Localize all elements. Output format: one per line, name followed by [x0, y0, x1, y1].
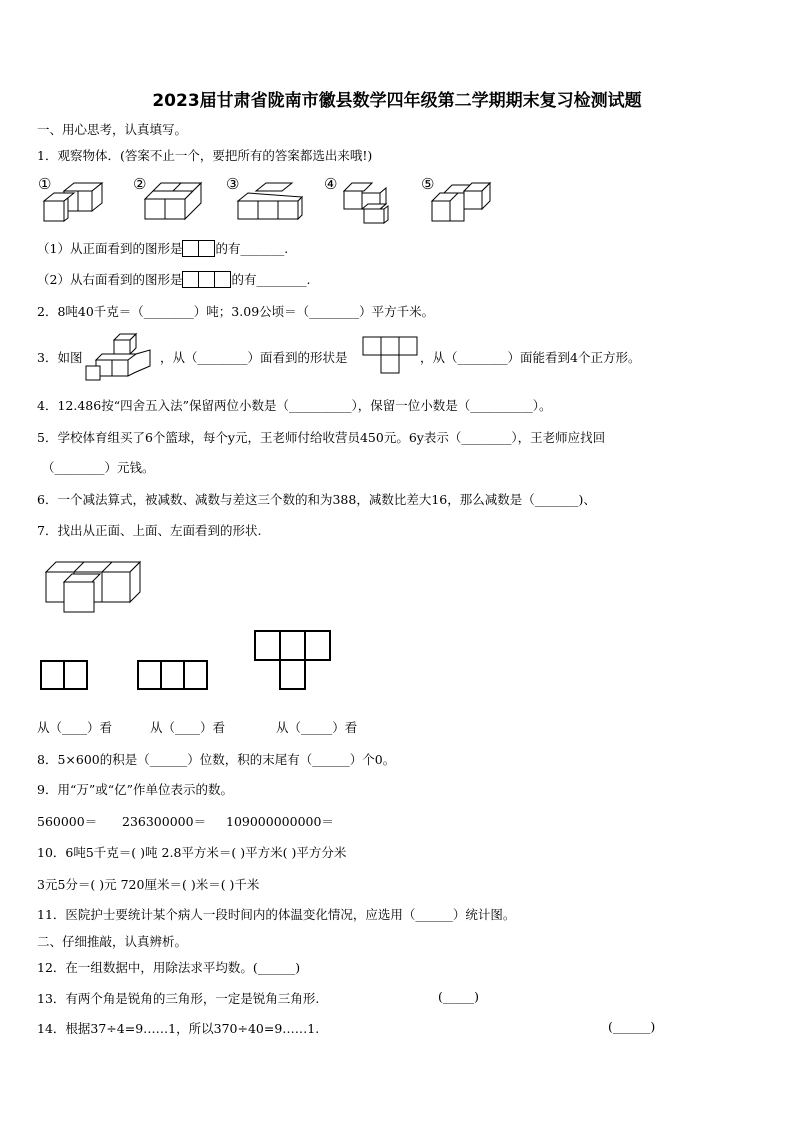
cube-figure-3	[236, 183, 308, 223]
q7-answer-3: 从（_____）看	[276, 720, 358, 735]
question-11: 11．医院护士要统计某个病人一段时间内的体温变化情况，应选用（______）统计图。	[37, 907, 516, 922]
q9-item-1: 560000＝	[37, 814, 98, 829]
sub2-prefix: （2）从右面看到的图形是	[37, 272, 183, 287]
page-title: 2023届甘肃省陇南市徽县数学四年级第二学期期末复习检测试题	[152, 91, 642, 111]
question-8: 8．5×600的积是（______）位数，积的末尾有（______）个0。	[37, 752, 396, 767]
question-13: 13．有两个角是锐角的三角形，一定是锐角三角形.	[37, 991, 320, 1006]
cube-figure-q3	[86, 330, 154, 382]
question-14: 14．根据37÷4=9……1，所以370÷40=9……1.	[37, 1021, 320, 1036]
question-4: 4．12.486按“四舍五入法”保留两位小数是（__________），保留一位小数是（__________）。	[37, 398, 552, 413]
shape-two-squares	[40, 660, 90, 692]
figure-label-2: ②	[133, 175, 147, 193]
question-7-stem: 7．找出从正面、上面、左面看到的形状.	[37, 523, 262, 538]
two-square-shape	[182, 240, 215, 260]
question-5-line-1: 5．学校体育组买了6个篮球，每个y元，王老师付给收营员450元。6y表示（________），王老师应找回	[37, 430, 606, 445]
question-1-sub-2	[37, 270, 310, 291]
question-13-blank: (_____)	[438, 989, 480, 1004]
section-2-heading: 二、仔细推敲，认真辨析。	[37, 934, 188, 949]
t-shape-q3	[362, 336, 420, 376]
figure-label-4: ④	[324, 175, 338, 193]
cube-figure-1	[42, 183, 106, 223]
question-6: 6．一个减法算式，被减数、减数与差这三个数的和为388，减数比差大16，那么减数是（_______)、	[37, 492, 596, 507]
question-3-prefix: 3．如图	[37, 350, 83, 365]
cube-figure-4	[340, 183, 394, 225]
sub2-suffix: 的有________.	[231, 272, 311, 287]
question-3-middle: ，从（________）面看到的形状是	[160, 350, 348, 365]
question-2: 2．8吨40千克＝（________）吨；3.09公顷＝（________）平方千米。	[37, 304, 435, 319]
shape-t-squares	[254, 630, 332, 692]
figure-label-3: ③	[226, 175, 240, 193]
shape-three-squares	[137, 660, 211, 692]
cube-figure-5	[432, 183, 496, 223]
figure-label-1: ①	[38, 175, 52, 193]
q7-answer-1: 从（____）看	[37, 720, 113, 735]
question-9-stem: 9．用“万”或“亿”作单位表示的数。	[37, 782, 234, 797]
question-10-line-1: 10．6吨5千克＝( )吨 2.8平方米＝( )平方米( )平方分米	[37, 845, 347, 860]
three-square-shape	[182, 271, 231, 291]
question-14-blank: (______)	[608, 1019, 656, 1034]
question-12: 12．在一组数据中，用除法求平均数。(______)	[37, 960, 301, 975]
question-5-line-2: （________）元钱。	[42, 460, 155, 475]
figure-label-5: ⑤	[421, 175, 435, 193]
cube-figure-2	[143, 183, 207, 223]
q7-answer-2: 从（____）看	[150, 720, 226, 735]
cube-figure-q7	[44, 558, 144, 616]
question-3-suffix: ，从（________）面能看到4个正方形。	[420, 350, 641, 365]
question-1-stem: 1．观察物体．(答案不止一个，要把所有的答案都选出来哦!)	[37, 148, 373, 163]
q9-item-2: 236300000＝	[122, 814, 207, 829]
sub1-prefix: （1）从正面看到的图形是	[37, 241, 183, 256]
question-10-line-2: 3元5分＝( )元 720厘米＝( )米＝( )千米	[37, 877, 260, 892]
section-1-heading: 一、用心思考，认真填写。	[37, 122, 188, 137]
sub1-suffix: 的有_______.	[215, 241, 289, 256]
q9-item-3: 109000000000＝	[226, 814, 334, 829]
question-1-sub-1	[37, 239, 288, 260]
